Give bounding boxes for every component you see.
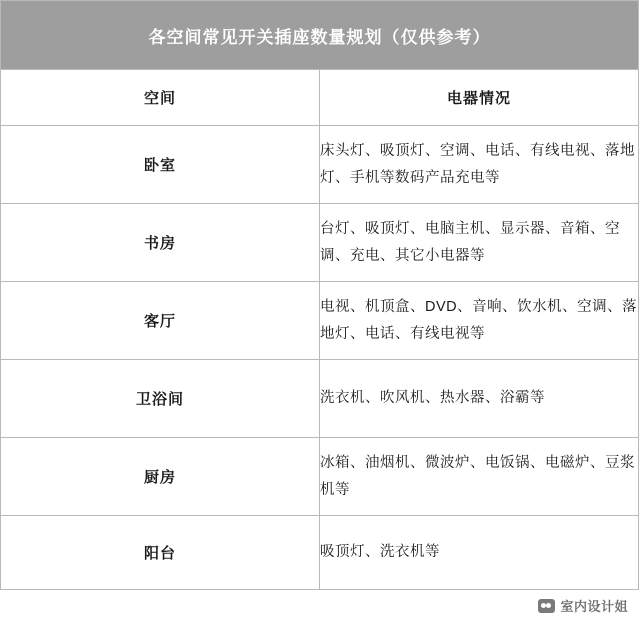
table-row: [1, 516, 639, 590]
table-row: [1, 204, 639, 282]
table-row: [1, 438, 639, 516]
space-name: 卫浴间: [1, 360, 320, 438]
table-title: 各空间常见开关插座数量规划（仅供参考）: [1, 1, 639, 70]
table-header-row: [1, 70, 639, 126]
space-name: 书房: [1, 204, 320, 282]
column-header-appliances: 电器情况: [320, 70, 639, 126]
appliance-list: 冰箱、油烟机、微波炉、电饭锅、电磁炉、豆浆机等: [320, 438, 639, 516]
table-row: [1, 126, 639, 204]
table-title-row: [1, 1, 639, 70]
appliance-list: 吸顶灯、洗衣机等: [320, 516, 639, 590]
table-row: [1, 360, 639, 438]
space-name: 卧室: [1, 126, 320, 204]
space-name: 客厅: [1, 282, 320, 360]
watermark-label: 室内设计姐: [560, 599, 628, 614]
column-header-space: 空间: [1, 70, 320, 126]
space-name: 厨房: [1, 438, 320, 516]
appliance-list: 电视、机顶盒、DVD、音响、饮水机、空调、落地灯、电话、有线电视等: [320, 282, 639, 360]
appliance-list: 床头灯、吸顶灯、空调、电话、有线电视、落地灯、手机等数码产品充电等: [320, 126, 639, 204]
appliance-list: 台灯、吸顶灯、电脑主机、显示器、音箱、空调、充电、其它小电器等: [320, 204, 639, 282]
watermark: [538, 596, 628, 615]
space-name: 阳台: [1, 516, 320, 590]
table-row: [1, 282, 639, 360]
appliance-list: 洗衣机、吹风机、热水器、浴霸等: [320, 360, 639, 438]
wechat-icon: [538, 599, 555, 613]
